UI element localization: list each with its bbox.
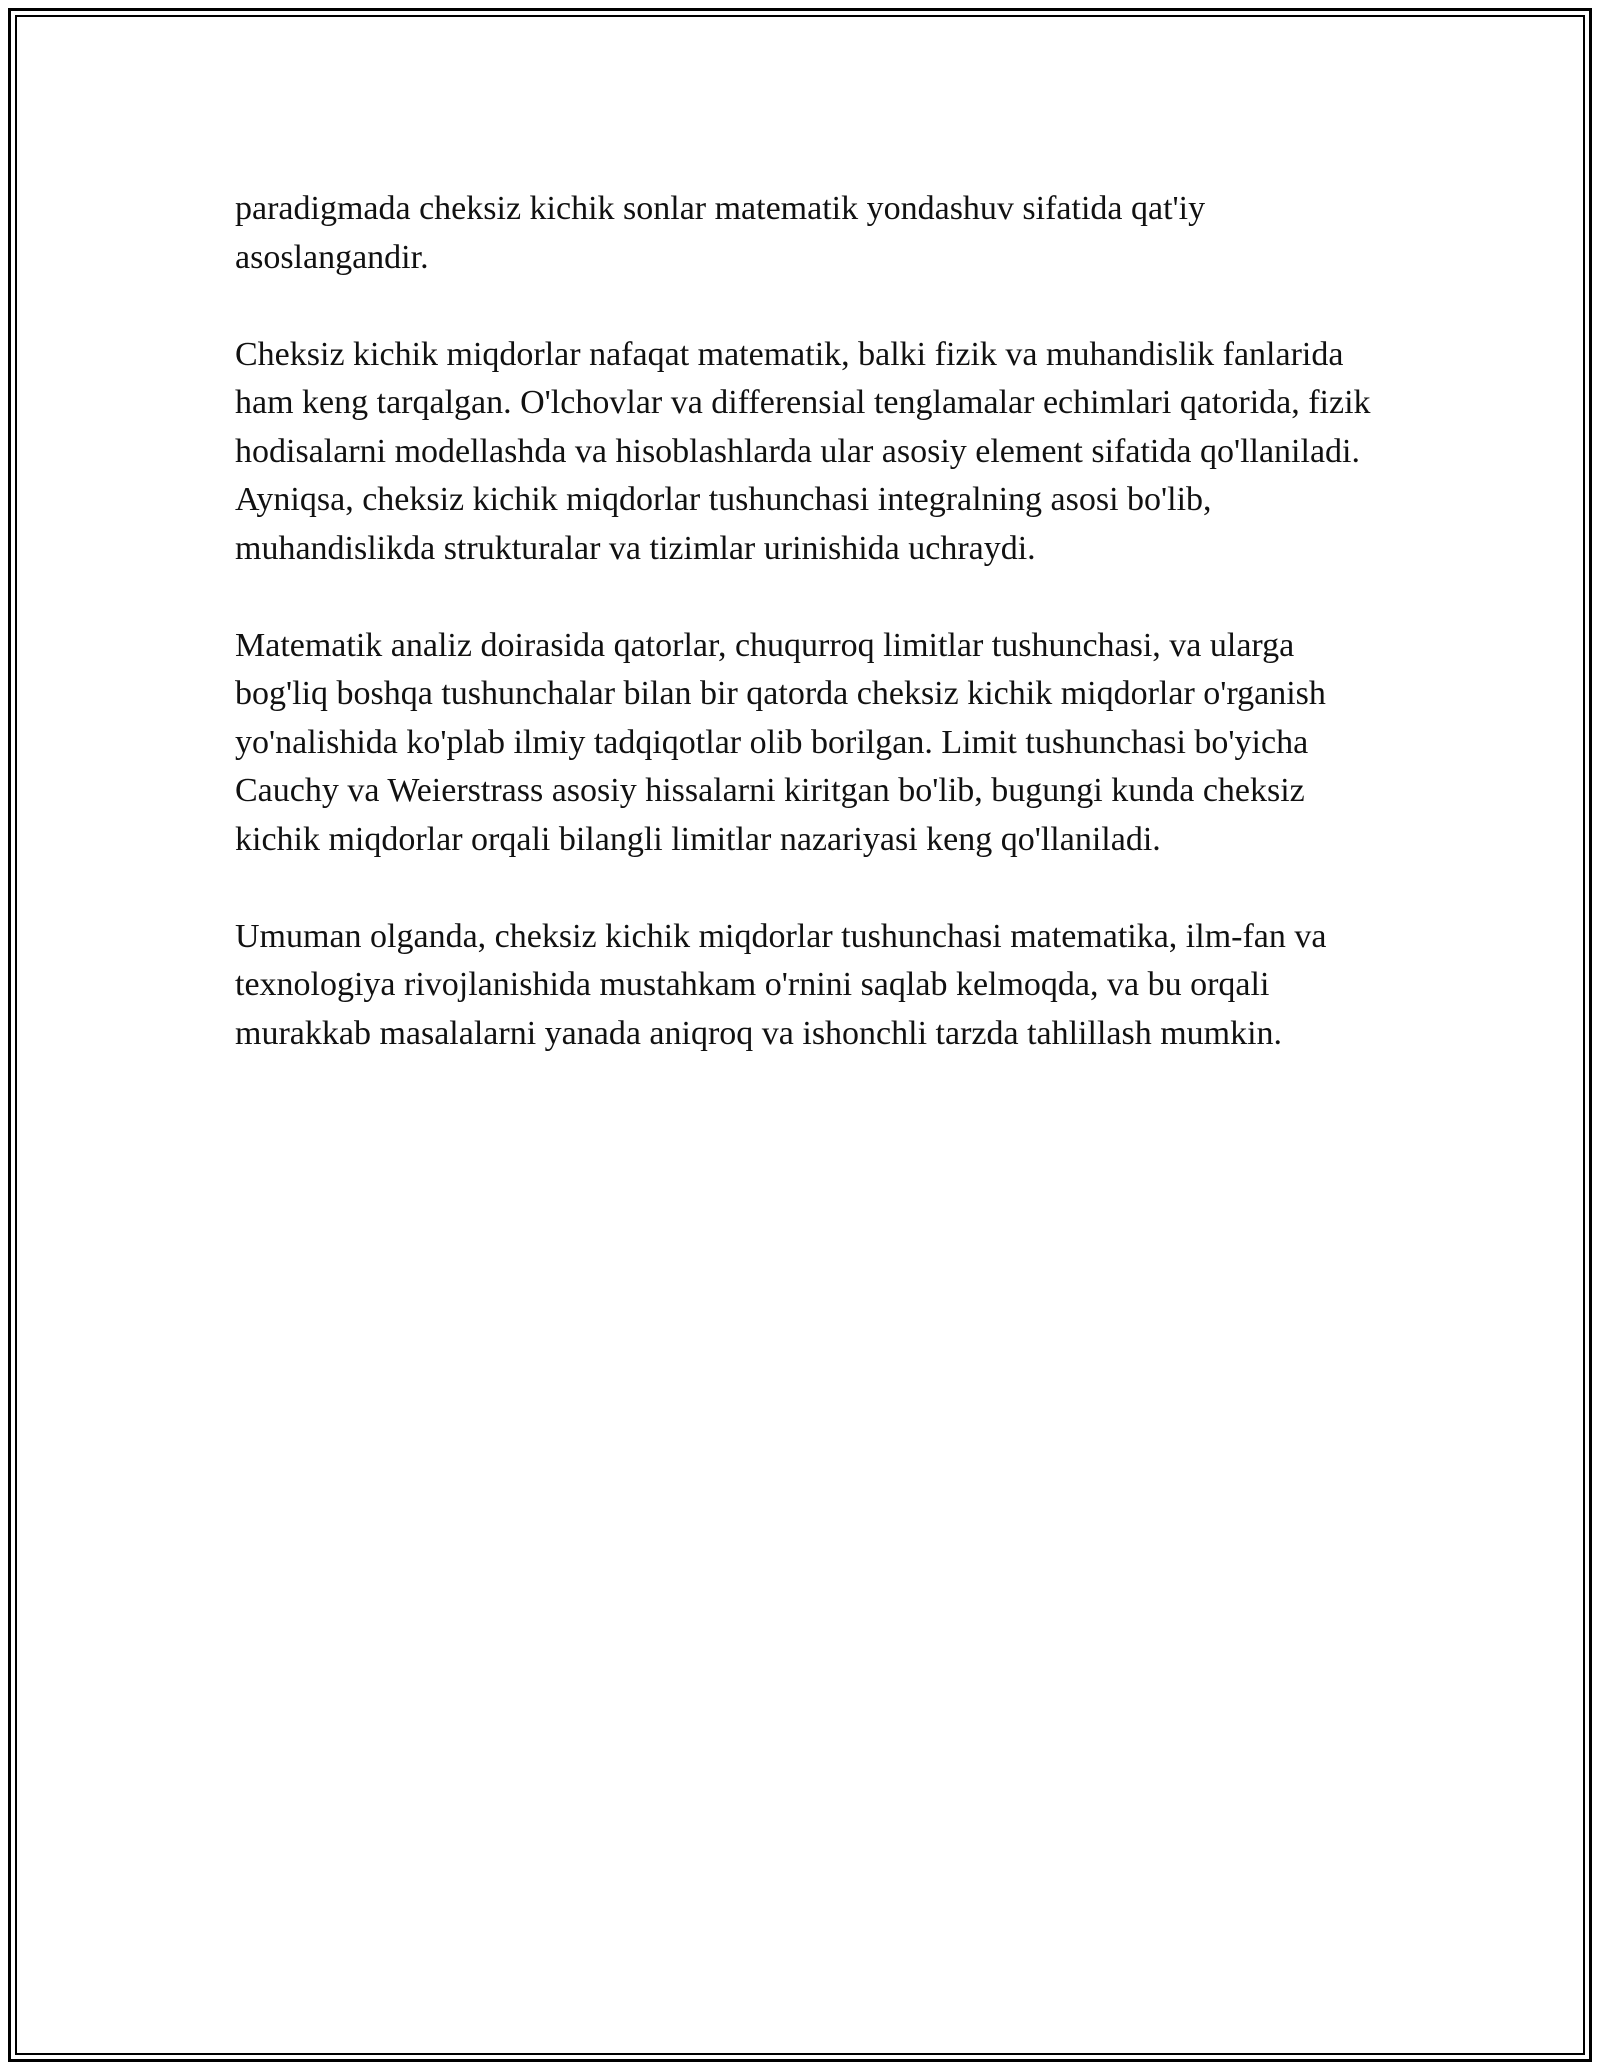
paragraph-4: Umuman olganda, cheksiz kichik miqdorlar tushunchasi matematika, ilm-fan va texnologiya rivojlanishida mustahkam o'rnini saqlab kelmoqda, va bu orqali murakkab masalalarni yanada aniqroq va ishonchli tarzda tahlillash mumkin. <box>235 917 1327 1052</box>
paragraph-2: Cheksiz kichik miqdorlar nafaqat matematik, balki fizik va muhandislik fanlarida ham keng tarqalgan. O'lchovlar va differensial tenglamalar echimlari qatorida, fizik hodisalarni modellashda va hisoblashlarda ular asosiy element sifatida qo'llaniladi. Ayniqsa, cheksiz kichik miqdorlar tushunchasi integralning asosi bo'lib, muhandislikda strukturalar va tizimlar urinishida uchraydi. <box>235 335 1371 567</box>
paragraph-3: Matematik analiz doirasida qatorlar, chuqurroq limitlar tushunchasi, va ularga bog'liq boshqa tushunchalar bilan bir qatorda cheksiz kichik miqdorlar o'rganish yo'nalishida ko'plab ilmiy tadqiqotlar olib borilgan. Limit tushunchasi bo'yicha Cauchy va Weierstrass asosiy hissalarni kiritgan bo'lib, bugungi kunda cheksiz kichik miqdorlar orqali bilangli limitlar nazariyasi keng qo'llaniladi. <box>235 626 1326 858</box>
paragraph-1: paradigmada cheksiz kichik sonlar matematik yondashuv sifatida qat'iy asoslangandir. <box>235 190 1206 276</box>
document-body <box>235 185 1375 1107</box>
